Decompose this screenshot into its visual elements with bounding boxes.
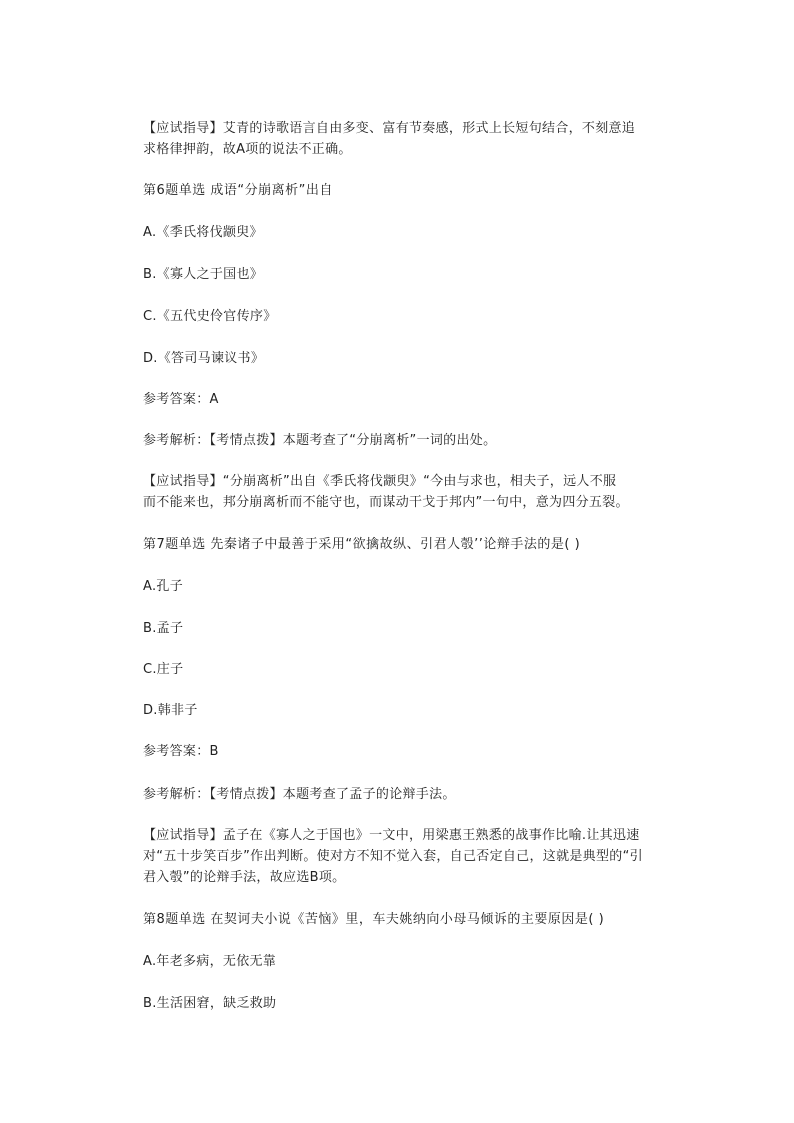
question-7-analysis: 参考解析：【考情点拨】本题考查了孟子的论辩手法。 [143, 787, 456, 802]
guide-paragraph-q5 [143, 118, 683, 160]
question-6-title: 第6题单选 成语“分崩离析”出自 [143, 183, 333, 198]
question-6-analysis: 参考解析：【考情点拨】本题考查了“分崩离析”一词的出处。 [143, 433, 497, 448]
guide-q5-line-2: 求格律押韵，故A项的说法不正确。 [143, 142, 352, 157]
question-6-option-b: B.《寡人之于国也》 [143, 267, 264, 282]
guide-q7-line-1: 【应试指导】孟子在《寡人之于国也》一文中，用梁惠王熟悉的战事作比喻.让其迅速 [143, 828, 640, 843]
question-7-title: 第7题单选 先秦诸子中最善于采用“欲擒故纵、引君人彀’’论辩手法的是( ) [143, 537, 581, 552]
question-6-option-d: D.《答司马谏议书》 [143, 351, 265, 366]
guide-q6-line-1: 【应试指导】“分崩离析”出自《季氏将伐颛臾》“今由与求也，相夫子，远人不服 [143, 474, 617, 489]
question-8-option-a: A.年老多病，无依无靠 [143, 954, 277, 969]
question-6-answer: 参考答案：A [143, 392, 219, 407]
guide-q7-line-3: 君入彀”的论辩手法，故应选B项。 [143, 870, 346, 885]
guide-q5-line-1: 【应试指导】艾青的诗歌语言自由多变、富有节奏感，形式上长短句结合，不刻意追 [143, 121, 636, 136]
question-6-option-c: C.《五代史伶官传序》 [143, 309, 277, 324]
question-6-option-a: A.《季氏将伐颛臾》 [143, 225, 263, 240]
guide-paragraph-q7 [143, 825, 683, 888]
guide-paragraph-q6 [143, 471, 683, 513]
question-7-option-c: C.庄子 [143, 662, 184, 677]
question-8-option-b: B.生活困窘，缺乏救助 [143, 996, 277, 1011]
question-7-option-b: B.孟子 [143, 621, 184, 636]
question-8-title: 第8题单选 在契诃夫小说《苦恼》里，车夫姚纳向小母马倾诉的主要原因是( ) [143, 912, 605, 927]
question-7-option-a: A.孔子 [143, 579, 183, 594]
question-7-option-d: D.韩非子 [143, 703, 198, 718]
question-7-answer: 参考答案：B [143, 744, 219, 759]
guide-q7-line-2: 对“五十步笑百步”作出判断。使对方不知不觉入套，自己否定自己，这就是典型的“引 [143, 849, 643, 864]
guide-q6-line-2: 而不能来也，邦分崩离析而不能守也，而谋动干戈于邦内”一句中，意为四分五裂。 [143, 495, 629, 510]
